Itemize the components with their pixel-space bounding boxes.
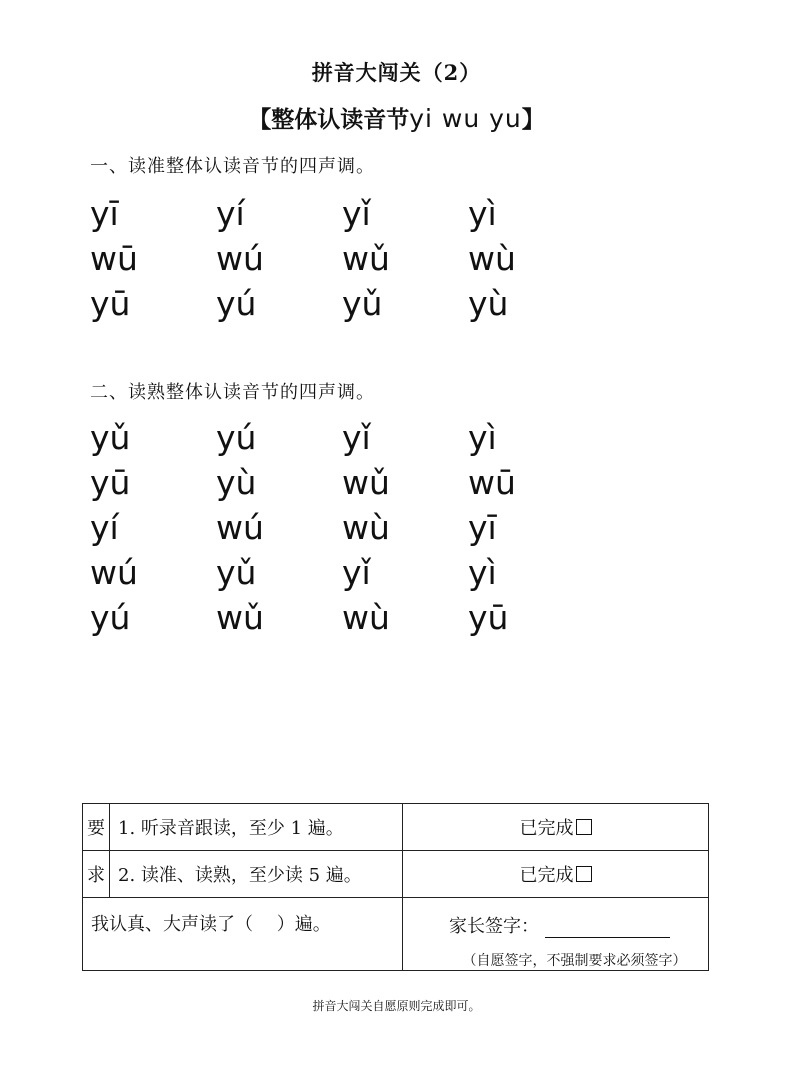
status-label: 已完成 <box>519 865 574 886</box>
syllable: yí <box>216 194 245 233</box>
status-label: 已完成 <box>519 818 574 839</box>
syllable: yī <box>468 508 497 547</box>
syllable: yǔ <box>216 553 257 592</box>
syllable: yù <box>468 284 509 323</box>
checkbox[interactable] <box>576 866 592 882</box>
requirement-status[interactable] <box>403 851 709 898</box>
syllable-row <box>90 236 594 281</box>
syllable: yì <box>468 553 497 592</box>
syllable: wǔ <box>216 598 264 637</box>
signature-row <box>83 898 709 971</box>
footer-note: 拼音大闯关自愿原则完成即可。 <box>312 999 481 1013</box>
requirement-text: 2. 读准、读熟，至少读 5 遍。 <box>110 851 403 898</box>
syllable: yǐ <box>342 194 371 233</box>
syllable: yú <box>90 598 131 637</box>
syllable: yì <box>468 418 497 457</box>
syllable: yǔ <box>342 284 383 323</box>
subtitle-pinyin: yi wu yu <box>409 104 522 133</box>
signature-note: （自愿签字，不强制要求必须签字） <box>462 953 687 969</box>
read-count-text: 我认真、大声读了（ ）遍。 <box>91 914 331 935</box>
syllable: wǔ <box>342 463 390 502</box>
syllable: wù <box>342 598 390 637</box>
section-1-heading: 一、读准整体认读音节的四声调。 <box>90 156 375 177</box>
syllable: yū <box>468 598 509 637</box>
syllable: wū <box>468 463 516 502</box>
signature-line[interactable] <box>545 921 670 938</box>
syllable-row <box>90 505 594 550</box>
syllable: wù <box>342 508 390 547</box>
requirements-label-top: 要 <box>83 804 110 851</box>
syllable: wū <box>90 239 138 278</box>
section-2-grid <box>90 415 594 640</box>
syllable-row <box>90 595 594 640</box>
syllable: wú <box>90 553 138 592</box>
page-subtitle <box>0 101 793 134</box>
parent-signature-cell[interactable] <box>403 898 709 971</box>
syllable: yū <box>90 463 131 502</box>
requirements-table <box>82 803 709 971</box>
parent-signature-label: 家长签字： <box>449 916 539 937</box>
syllable: yú <box>216 284 257 323</box>
checkbox[interactable] <box>576 819 592 835</box>
requirement-text: 1. 听录音跟读，至少 1 遍。 <box>110 804 403 851</box>
syllable: yǐ <box>342 553 371 592</box>
syllable: wú <box>216 508 264 547</box>
requirement-row <box>83 851 709 898</box>
syllable: wú <box>216 239 264 278</box>
requirement-status[interactable] <box>403 804 709 851</box>
syllable-row <box>90 191 594 236</box>
section-1-grid <box>90 191 594 326</box>
section-2-heading: 二、读熟整体认读音节的四声调。 <box>90 382 375 403</box>
syllable: yǔ <box>90 418 131 457</box>
syllable-row <box>90 281 594 326</box>
syllable: yī <box>90 194 119 233</box>
syllable: yì <box>468 194 497 233</box>
syllable-row <box>90 460 594 505</box>
subtitle-suffix: 】 <box>521 106 545 133</box>
requirements-label-bottom: 求 <box>83 851 110 898</box>
syllable-row <box>90 415 594 460</box>
syllable: yú <box>216 418 257 457</box>
syllable: yū <box>90 284 131 323</box>
read-count-cell[interactable] <box>83 898 403 971</box>
subtitle-prefix: 【整体认读音节 <box>248 106 410 133</box>
syllable: yǐ <box>342 418 371 457</box>
page-title: 拼音大闯关（2） <box>311 60 482 85</box>
requirement-row <box>83 804 709 851</box>
syllable-row <box>90 550 594 595</box>
syllable: yù <box>216 463 257 502</box>
syllable: wǔ <box>342 239 390 278</box>
syllable: wù <box>468 239 516 278</box>
syllable: yí <box>90 508 119 547</box>
